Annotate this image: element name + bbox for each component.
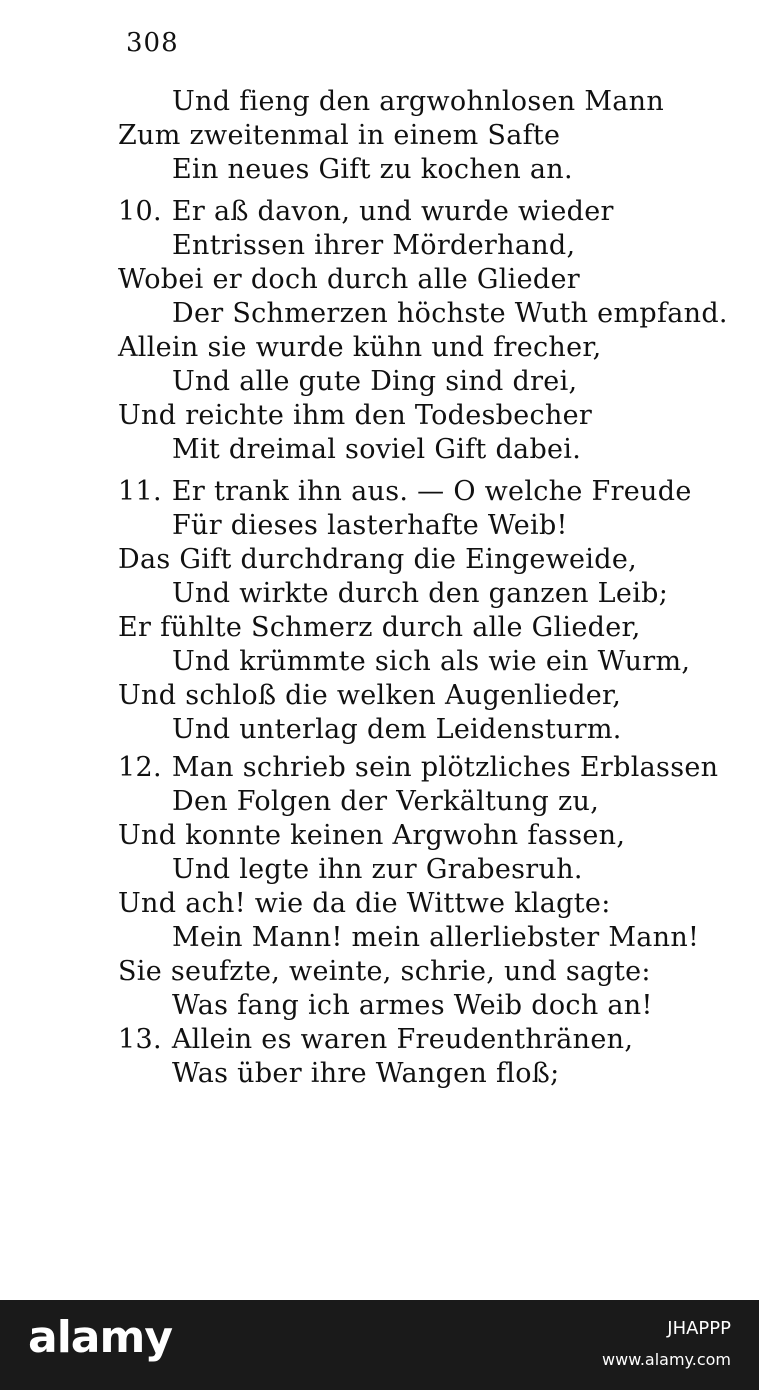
poem-line: Das Gift durchdrang die Eingeweide, (118, 544, 637, 575)
poem-line: Und krümmte sich als wie ein Wurm, (172, 646, 691, 677)
footer-url: www.alamy.com (602, 1350, 731, 1369)
poem-line: Er fühlte Schmerz durch alle Glieder, (118, 612, 641, 643)
stanza-number: 12. (118, 752, 162, 783)
poem-line: Ein neues Gift zu kochen an. (172, 154, 573, 185)
poem-line: Und wirkte durch den ganzen Leib; (172, 578, 669, 609)
poem-line: Und reichte ihm den Todesbecher (118, 400, 593, 431)
poem-line-numbered: 12. Man schrieb sein plötzliches Erblassen (118, 752, 719, 783)
poem-line: Allein sie wurde kühn und frecher, (118, 332, 602, 363)
poem-line: Sie seufzte, weinte, schrie, und sagte: (118, 956, 651, 987)
poem-line-numbered: 10. Er aß davon, und wurde wieder (118, 196, 614, 227)
stanza-number: 10. (118, 196, 162, 227)
poem-line: Und fieng den argwohnlosen Mann (172, 86, 665, 117)
page-number: 308 (126, 28, 179, 58)
poem-line: Was über ihre Wangen floß; (172, 1058, 560, 1089)
poem-line: Und konnte keinen Argwohn fassen, (118, 820, 626, 851)
poem-line: Und ach! wie da die Wittwe klagte: (118, 888, 611, 919)
poem-line: Und alle gute Ding sind drei, (172, 366, 578, 397)
poem-line-numbered: 13. Allein es waren Freudenthränen, (118, 1024, 634, 1055)
poem-line: Was fang ich armes Weib doch an! (172, 990, 653, 1021)
poem-line: Den Folgen der Verkältung zu, (172, 786, 600, 817)
poem-line: Entrissen ihrer Mörderhand, (172, 230, 576, 261)
poem-line: Mein Mann! mein allerliebster Mann! (172, 922, 700, 953)
stanza-number: 13. (118, 1024, 162, 1055)
poem-line: Und unterlag dem Leidensturm. (172, 714, 622, 745)
stanza-number: 11. (118, 476, 162, 507)
poem-line: Mit dreimal soviel Gift dabei. (172, 434, 582, 465)
poem-line: Und schloß die welken Augenlieder, (118, 680, 622, 711)
poem-line: Für dieses lasterhafte Weib! (172, 510, 568, 541)
poem-line: Der Schmerzen höchste Wuth empfand. (172, 298, 728, 329)
image-id: JHAPPP (667, 1318, 731, 1339)
poem-line: Wobei er doch durch alle Glieder (118, 264, 580, 295)
poem-line: Und legte ihn zur Grabesruh. (172, 854, 583, 885)
poem-line-numbered: 11. Er trank ihn aus. — O welche Freude (118, 476, 692, 507)
poem-line: Zum zweitenmal in einem Safte (118, 120, 561, 151)
watermark-footer (0, 1300, 759, 1390)
alamy-logo: alamy (28, 1312, 172, 1363)
